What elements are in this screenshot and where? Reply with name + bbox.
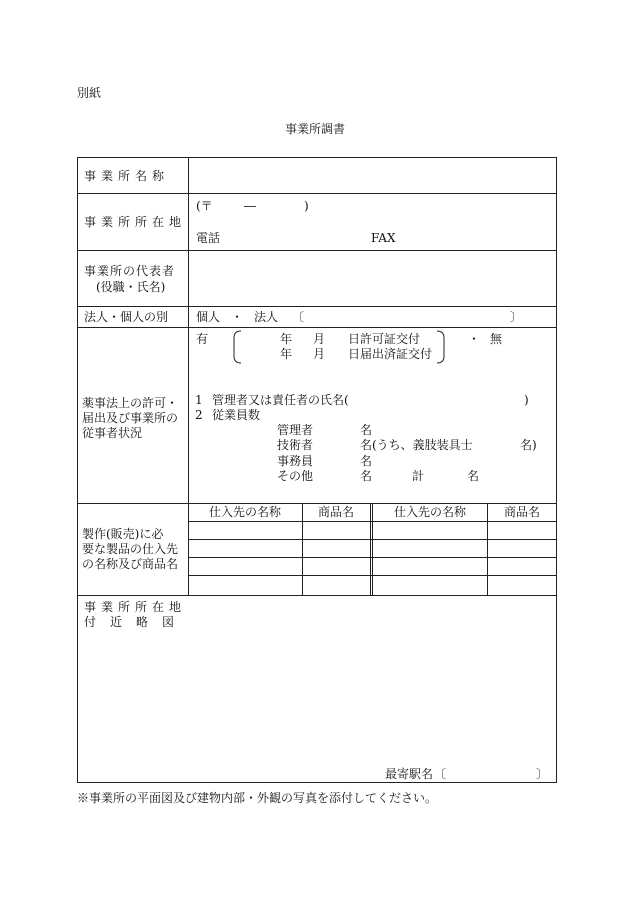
item1-number: 1 [195, 393, 203, 407]
entity-bracket-close: 〕 [510, 310, 523, 324]
notice-month: 月 [313, 347, 326, 361]
station-bracket-close: 〕 [536, 767, 549, 781]
staff-unit: 名 [360, 454, 373, 468]
pharma-label-line3: 従事者状況 [82, 426, 143, 440]
permit-month: 月 [313, 332, 326, 346]
staff-role: 事務員 [277, 454, 314, 468]
item1-close: ) [524, 393, 529, 407]
row-divider [77, 595, 557, 596]
representative-label: 事業所の代表者 [84, 264, 176, 278]
postal-dash: ― [244, 199, 256, 213]
supply-label-line3: の名称及び商品名 [82, 557, 179, 571]
staff-role: 技術者 [277, 438, 314, 452]
supply-col-product: 商品名 [317, 505, 354, 519]
entity-separator: ・ [231, 310, 244, 324]
supply-col-supplier: 仕入先の名称 [393, 505, 466, 519]
footnote: ※事業所の平面図及び建物内部・外観の写真を添付してください。 [77, 791, 438, 805]
entity-label: 法人・個人の別 [84, 310, 169, 324]
entity-individual: 個人 [196, 310, 221, 324]
attachment-label: 別紙 [77, 86, 102, 100]
notice-issue: 日届出済証交付 [348, 347, 433, 361]
row-divider [77, 327, 557, 328]
station-bracket-open: 〔 [434, 767, 447, 781]
license-none: 無 [490, 332, 503, 346]
supply-col-supplier: 仕入先の名称 [208, 505, 281, 519]
item1-text: 管理者又は責任者の氏名( [212, 393, 349, 407]
notice-year: 年 [280, 347, 293, 361]
staff-role: 管理者 [277, 423, 314, 437]
staff-total-unit: 名 [467, 469, 480, 483]
staff-unit: 名 [360, 423, 373, 437]
pharma-label-line2: 届出及び事業所の [82, 411, 179, 425]
permit-issue: 日許可証交付 [348, 332, 421, 346]
address-label: 事業所所在地 [84, 215, 187, 229]
row-divider [77, 193, 557, 194]
map-label-line1: 事業所所在地 [84, 600, 187, 614]
entity-corporation: 法人 [254, 310, 279, 324]
supply-label-line1: 製作(販売)に必 [82, 527, 164, 541]
item2-number: 2 [195, 408, 203, 422]
staff-unit: 名 [360, 469, 373, 483]
tech-close: 名) [520, 438, 537, 452]
entity-bracket-open: 〔 [292, 310, 305, 324]
staff-role: その他 [277, 469, 314, 483]
postal-close: ) [304, 199, 309, 213]
row-divider [77, 503, 557, 504]
pharma-label-line1: 薬事法上の許可・ [82, 396, 179, 410]
map-label-line2: 付近略図 [84, 615, 189, 629]
station-label: 最寄駅名 [385, 767, 434, 781]
document-title: 事業所調書 [284, 122, 345, 136]
left-bracket-icon [232, 330, 242, 364]
row-divider [77, 306, 557, 307]
permit-year: 年 [280, 332, 293, 346]
staff-unit: 名(うち、義肢装具士 [360, 438, 473, 452]
right-bracket-icon [436, 330, 446, 364]
representative-sublabel: (役職・氏名) [96, 280, 166, 294]
name-label: 事業所名称 [84, 169, 170, 183]
row-divider [77, 250, 557, 251]
phone-label: 電話 [196, 231, 221, 245]
staff-total: 計 [412, 469, 425, 483]
supply-label-line2: 要な製品の仕入先 [82, 542, 179, 556]
postal-open: (〒 [196, 199, 213, 213]
license-has: 有 [196, 332, 209, 346]
license-separator: ・ [468, 332, 481, 346]
supply-col-product: 商品名 [503, 505, 540, 519]
fax-label: FAX [371, 231, 396, 245]
column-divider [188, 157, 189, 595]
item2-text: 従業員数 [212, 408, 261, 422]
